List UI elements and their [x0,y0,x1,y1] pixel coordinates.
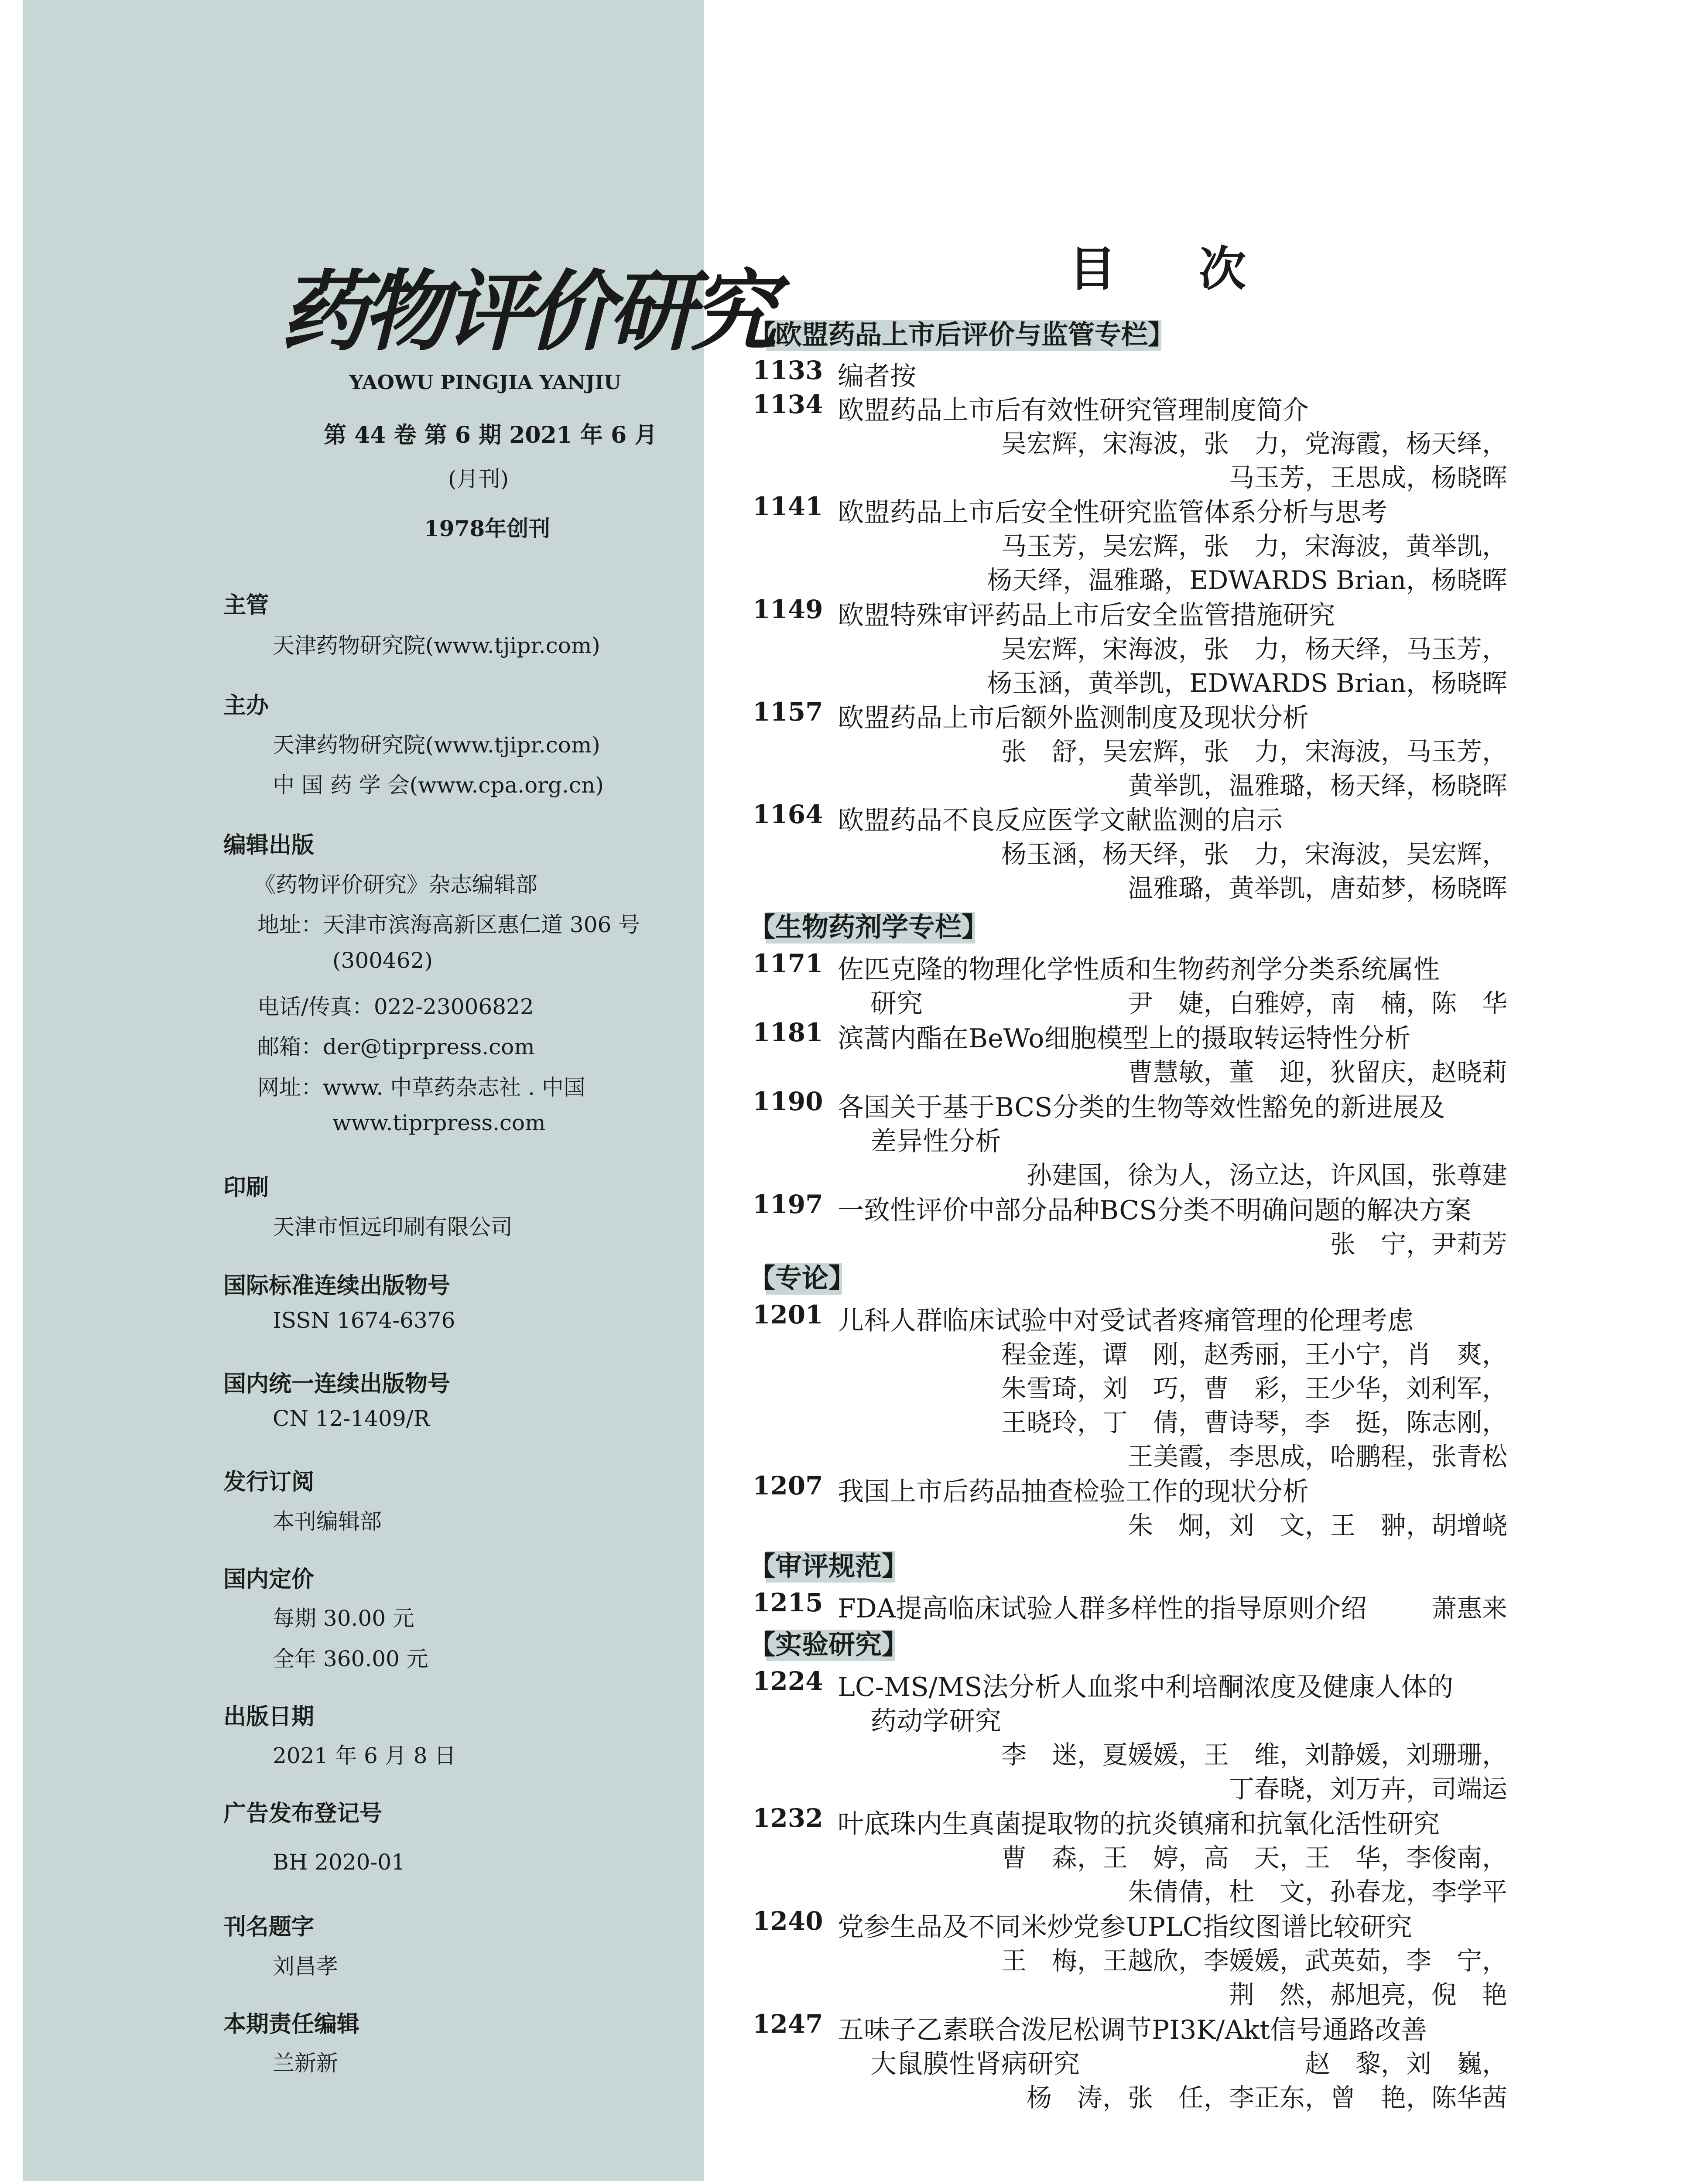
publisher-name: 《药物评价研究》杂志编辑部 [254,872,537,897]
section-eu-postmarket: 【欧盟药品上市后评价与监管专栏】 [749,317,1179,353]
toc-article-title[interactable]: 欧盟药品不良反应医学文献监测的启示 [838,805,1283,836]
journal-pinyin: YAOWU PINGJIA YANJIU [349,371,621,394]
toc-authors: 杨天绎，温雅璐，EDWARDS Brian，杨晓晖 [987,565,1507,595]
publisher-address: 地址：天津市滨海高新区惠仁道 306 号 [257,912,640,937]
toc-article-title[interactable]: 欧盟药品上市后额外监测制度及现状分析 [838,703,1309,733]
toc-authors: 曹 森，王 婷，高 天，王 华，李俊南， [1001,1843,1507,1873]
toc-authors: 马玉芳，王思成，杨晓晖 [1229,463,1507,492]
toc-page-number: 1164 [753,800,823,829]
toc-page-number: 1157 [753,697,823,727]
toc-authors: 荆 然，郝旭亮，倪 艳 [1229,1980,1507,2010]
toc-title: 目次 [1069,242,1329,297]
toc-article-title[interactable]: 欧盟药品上市后有效性研究管理制度简介 [838,395,1309,426]
toc-page-number: 1224 [753,1666,823,1696]
masthead-sidebar [23,0,773,2181]
toc-article-title[interactable]: 滨蒿内酯在BeWo细胞模型上的摄取转运特性分析 [838,1023,1411,1054]
toc-authors: 朱雪琦，刘 巧，曹 彩，王少华，刘利军， [1001,1374,1507,1403]
toc-article-title[interactable]: 一致性评价中部分品种BCS分类不明确问题的解决方案 [838,1195,1472,1226]
issn-value: ISSN 1674-6376 [273,1308,455,1333]
toc-article-title[interactable]: 五味子乙素联合泼尼松调节PI3K/Akt信号通路改善 [838,2015,1427,2045]
toc-authors: 王 梅，王越欣，李媛媛，武英茹，李 宁， [1001,1946,1507,1976]
toc-page-number: 1247 [753,2009,823,2039]
frequency: (月刊) [448,466,509,492]
toc-page-number: 1232 [753,1803,823,1833]
toc-authors: 杨玉涵，黄举凯，EDWARDS Brian，杨晓晖 [987,668,1507,698]
toc-article-title-cont[interactable]: 药动学研究 [870,1706,1001,1737]
toc-authors: 王美霞，李思成，哈鹏程，张青松 [1127,1442,1507,1471]
ad-label: 广告发布登记号 [223,1800,383,1827]
cn-value: CN 12-1409/R [273,1406,430,1431]
toc-article-title[interactable]: 各国关于基于BCS分类的生物等效性豁免的新进展及 [838,1092,1445,1123]
toc-article-title[interactable]: 儿科人群临床试验中对受试者疼痛管理的伦理考虑 [838,1306,1414,1336]
toc-page-number: 1201 [753,1300,823,1330]
toc-authors: 张 舒，吴宏辉，张 力，宋海波，马玉芳， [1001,737,1507,766]
toc-authors: 程金莲，谭 刚，赵秀丽，王小宁，肖 爽， [1001,1340,1507,1369]
toc-authors: 张 宁，尹莉芳 [1330,1229,1507,1259]
toc-authors: 吴宏辉，宋海波，张 力，杨天绎，马玉芳， [1001,634,1507,664]
toc-article-title[interactable]: 欧盟特殊审评药品上市后安全监管措施研究 [838,600,1335,631]
toc-page-number: 1141 [753,492,823,521]
toc-authors: 孙建国，徐为人，汤立达，许风国，张尊建 [1026,1160,1507,1190]
toc-article-title[interactable]: 叶底珠内生真菌提取物的抗炎镇痛和抗氧化活性研究 [838,1809,1440,1839]
toc-page-number: 1134 [753,390,823,419]
toc-authors: 杨 涛，张 任，李正东，曾 艳，陈华茜 [1026,2083,1507,2113]
toc-page-number: 1181 [753,1018,823,1047]
toc-page-number: 1133 [753,356,823,385]
toc-authors: 吴宏辉，宋海波，张 力，党海霞，杨天绎， [1001,429,1507,458]
editor-value: 兰新新 [273,2051,338,2076]
toc-authors: 马玉芳，吴宏辉，张 力，宋海波，黄举凯， [1001,531,1507,561]
editor-label: 本期责任编辑 [223,2011,360,2037]
toc-article-title[interactable]: FDA提高临床试验人群多样性的指导原则介绍 [838,1593,1367,1624]
toc-authors: 朱 炯，刘 文，王 翀，胡增峣 [1127,1511,1507,1540]
toc-page-number: 1215 [753,1588,823,1617]
section-experimental: 【实验研究】 [749,1627,913,1663]
calligraphy-value: 刘昌孝 [273,1954,338,1979]
distribution-value: 本刊编辑部 [273,1509,382,1534]
toc-article-title[interactable]: 佐匹克隆的物理化学性质和生物药剂学分类系统属性 [838,954,1440,985]
toc-authors: 杨玉涵，杨天绎，张 力，宋海波，吴宏辉， [1001,839,1507,869]
toc-article-title[interactable]: 党参生品及不同米炒党参UPLC指纹图谱比较研究 [838,1912,1412,1942]
toc-authors: 黄举凯，温雅璐，杨天绎，杨晓晖 [1127,771,1507,800]
toc-authors: 曹慧敏，董 迎，狄留庆，赵晓莉 [1127,1057,1507,1087]
toc-page-number: 1240 [753,1906,823,1936]
issn-label: 国际标准连续出版物号 [223,1272,451,1299]
toc-authors: 尹 婕，白雅婷，南 楠，陈 华 [1127,988,1507,1018]
toc-page-number: 1197 [753,1190,823,1219]
price-label: 国内定价 [223,1566,315,1593]
toc-authors: 李 迷，夏媛媛，王 维，刘静媛，刘珊珊， [1001,1740,1507,1770]
sponsor-value-1: 天津药物研究院(www.tjipr.com) [273,732,600,758]
pubdate-value: 2021 年 6 月 8 日 [273,1743,456,1768]
sponsor-label: 主办 [223,692,269,719]
toc-article-title-cont[interactable]: 差异性分析 [870,1126,1001,1157]
toc-article-title-cont[interactable]: 大鼠膜性肾病研究 [870,2049,1080,2079]
founded-year: 1978年创刊 [424,516,551,541]
volume-issue: 第 44 卷 第 6 期 2021 年 6 月 [324,422,657,448]
journal-logo: 药物评价研究 [280,260,773,363]
toc-authors: 丁春晓，刘万卉，司端运 [1229,1774,1507,1804]
price-per-issue: 每期 30.00 元 [273,1606,414,1631]
toc-article-title[interactable]: LC-MS/MS法分析人血浆中利培酮浓度及健康人体的 [838,1672,1454,1702]
pubdate-label: 出版日期 [223,1703,315,1730]
ad-value: BH 2020-01 [273,1849,406,1875]
publisher-phone: 电话/传真：022-23006822 [257,994,534,1019]
toc-authors: 王晓玲，丁 倩，曹诗琴，李 挺，陈志刚， [1001,1408,1507,1437]
calligraphy-label: 刊名题字 [223,1914,315,1940]
toc-authors: 朱倩倩，杜 文，孙春龙，李学平 [1127,1877,1507,1907]
publisher-website-2[interactable]: www.tiprpress.com [332,1110,546,1135]
section-biopharmaceutics: 【生物药剂学专栏】 [749,909,993,945]
price-per-year: 全年 360.00 元 [273,1646,428,1672]
toc-page-number: 1190 [753,1087,823,1116]
toc-article-title[interactable]: 欧盟药品上市后安全性研究监管体系分析与思考 [838,497,1387,528]
toc-authors: 温雅璐，黄举凯，唐茹梦，杨晓晖 [1127,873,1507,903]
toc-page-number: 1207 [753,1471,823,1501]
toc-authors: 萧惠来 [1431,1593,1507,1623]
toc-page-number: 1149 [753,595,823,624]
toc-article-title[interactable]: 我国上市后药品抽查检验工作的现状分析 [838,1477,1309,1507]
publisher-email[interactable]: 邮箱：der@tiprpress.com [257,1034,535,1060]
toc-authors: 赵 黎，刘 巍， [1304,2049,1507,2078]
supervisor-value: 天津药物研究院(www.tjipr.com) [273,633,600,658]
supervisor-label: 主管 [223,592,269,619]
toc-article-title-cont[interactable]: 研究 [870,988,923,1019]
printing-label: 印刷 [223,1174,269,1201]
toc-article-title[interactable]: 编者按 [838,361,916,392]
sponsor-value-2: 中 国 药 学 会(www.cpa.org.cn) [273,773,604,798]
section-review-standards: 【审评规范】 [749,1549,913,1584]
publisher-postcode: (300462) [332,948,433,973]
distribution-label: 发行订阅 [223,1469,315,1495]
toc-page-number: 1171 [753,949,823,978]
publisher-website-1[interactable]: 网址：www. 中草药杂志社 . 中国 [257,1075,585,1100]
publisher-label: 编辑出版 [223,832,315,858]
cn-label: 国内统一连续出版物号 [223,1371,451,1397]
section-monograph: 【专论】 [749,1261,859,1296]
printing-value: 天津市恒远印刷有限公司 [273,1214,513,1240]
